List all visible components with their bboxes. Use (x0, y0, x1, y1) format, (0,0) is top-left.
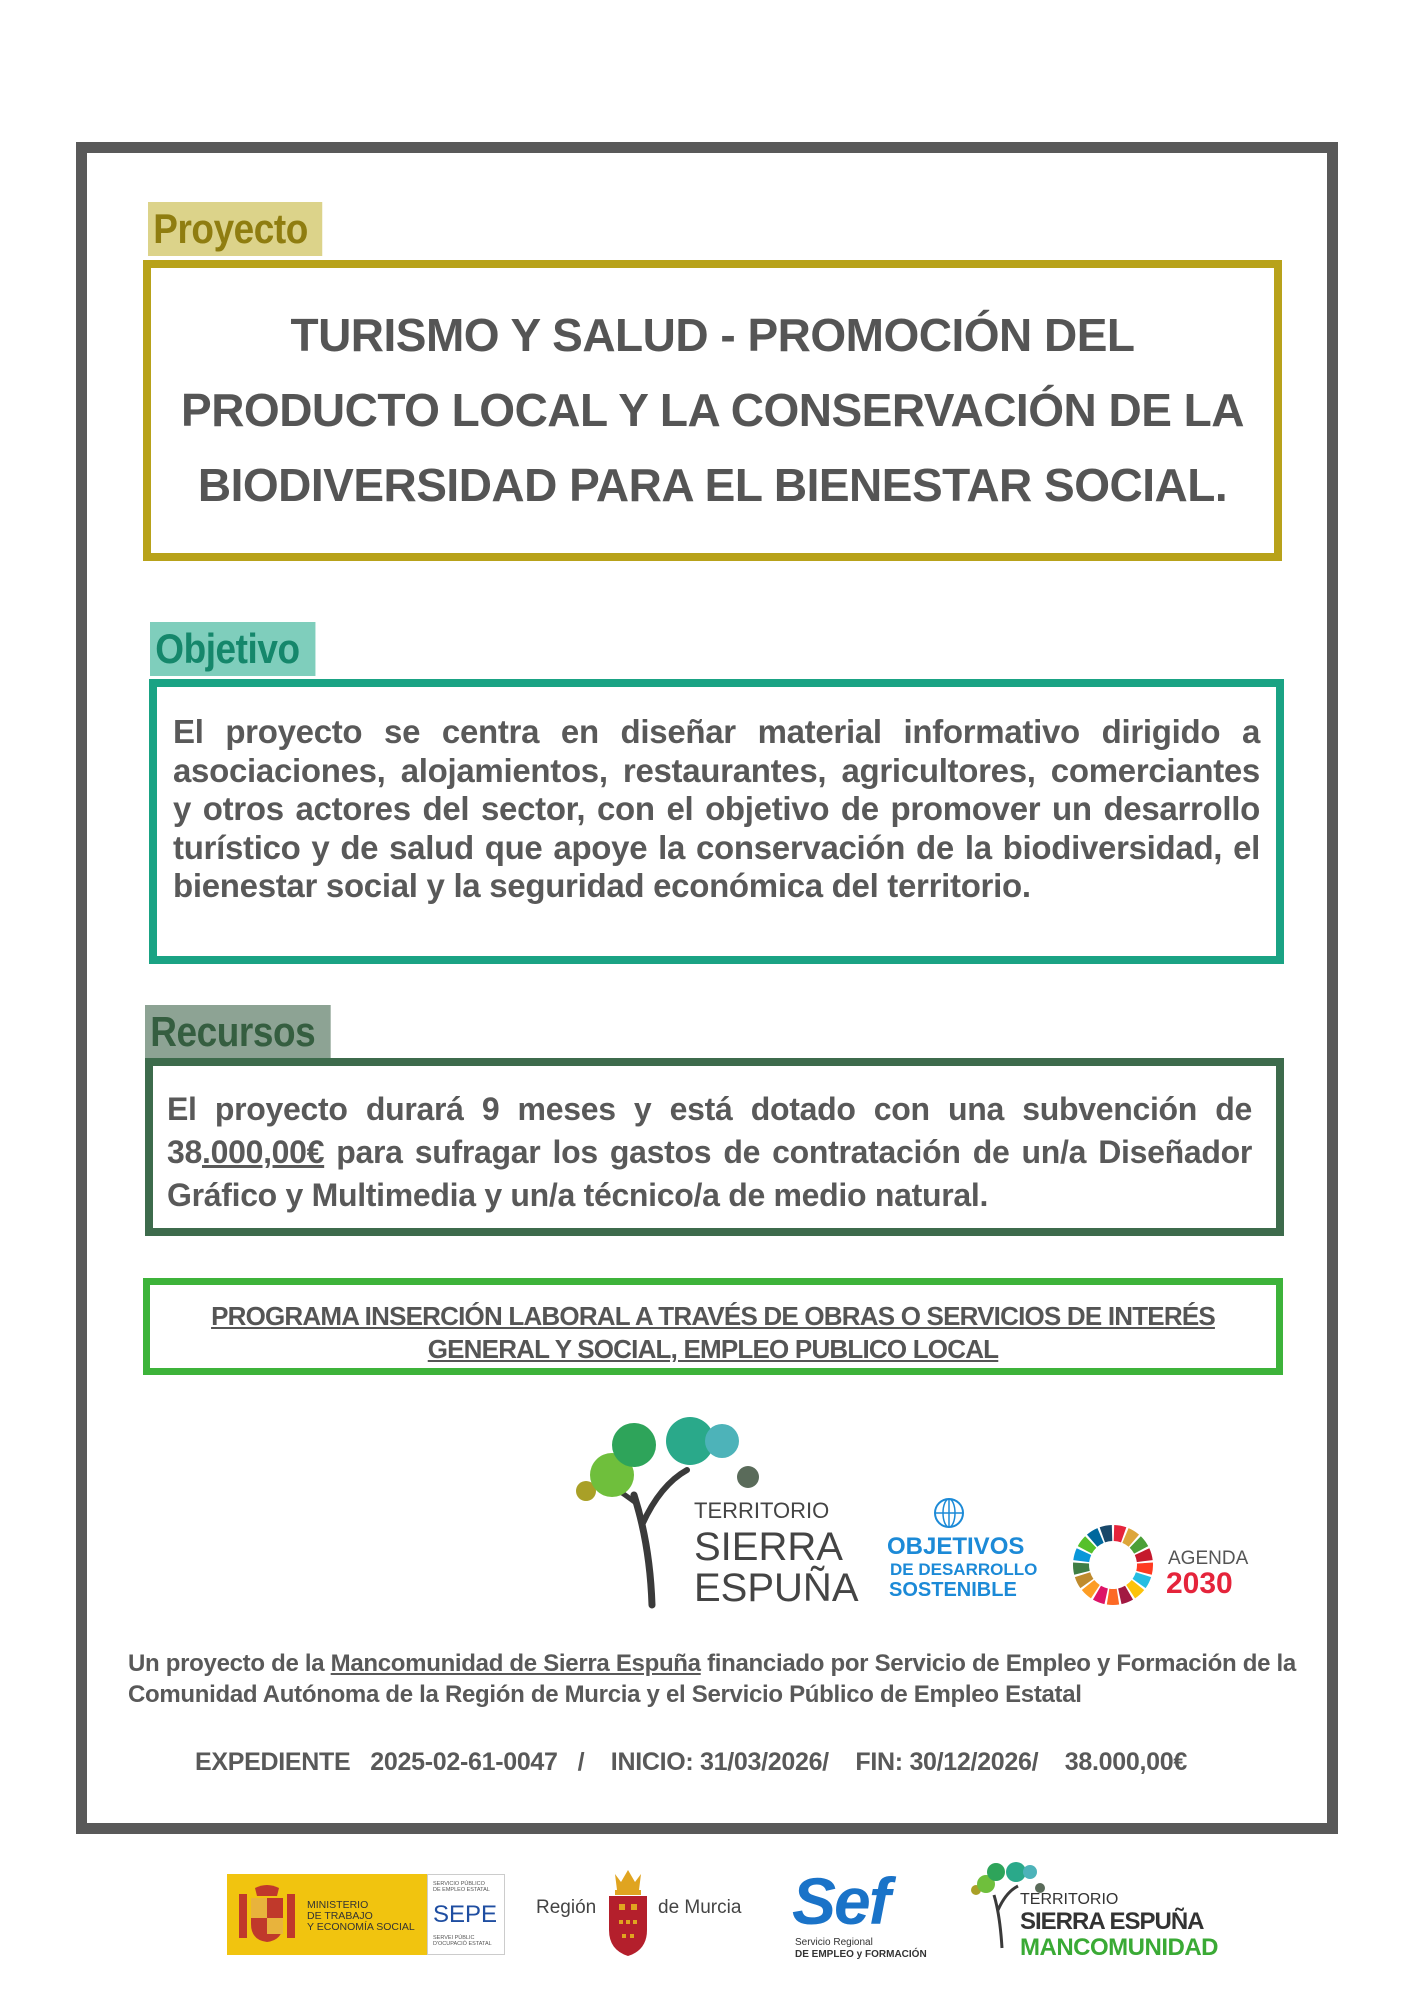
ods-sostenible: SOSTENIBLE (889, 1579, 1017, 1601)
credit-before: Un proyecto de la (128, 1650, 331, 1677)
territorio-label: TERRITORIO (694, 1498, 830, 1523)
objetivo-box (149, 679, 1284, 964)
sepe-small-1: SERVICIO PÚBLICO (433, 1881, 485, 1887)
agenda-label: AGENDA (1168, 1548, 1249, 1569)
sepe-small-4: D'OCUPACIÓ ESTATAL (433, 1941, 492, 1947)
sepe-logo (427, 1874, 505, 1955)
ministerio-line-3: Y ECONOMÍA SOCIAL (307, 1921, 415, 1933)
ods-desarrollo: DE DESARROLLO (890, 1560, 1038, 1579)
credit-text (128, 1648, 1298, 1710)
recursos-text-part-2: para sufragar los gastos de contratación de un/a Diseñador Gráfico y Multimedia y un/a técnico/a de medio natural. (167, 1134, 1252, 1213)
mancomunidad-link[interactable]: Mancomunidad de Sierra Espuña (330, 1650, 701, 1677)
agenda-year: 2030 (1166, 1567, 1233, 1600)
de-murcia-label: de Murcia (658, 1897, 742, 1918)
proyecto-title-box (143, 260, 1282, 561)
ministerio-line-1: MINISTERIO (307, 1899, 369, 1911)
credit-after: financiado por Servicio de Empleo y Formación de la Comunidad Autónoma de la Región de Murcia y el Servicio Público de Empleo Estatal (128, 1650, 1296, 1708)
sepe-small-2: DE EMPLEO ESTATAL (433, 1887, 490, 1893)
region-label: Región (536, 1897, 597, 1918)
sdg-wheel-segment (1073, 1563, 1090, 1575)
sepe-small-3: SERVEI PÚBLIC (433, 1935, 475, 1941)
sef-sub-1: Servicio Regional (795, 1937, 873, 1948)
sdg-wheel-segment (1107, 1589, 1119, 1605)
sdg-wheel-icon (1068, 1520, 1158, 1610)
sdg-wheel-segment (1136, 1563, 1153, 1575)
sierra-label: SIERRA (694, 1525, 843, 1569)
ods-objetivos: OBJETIVOS (887, 1533, 1025, 1560)
recursos-label: Recursos (145, 1005, 331, 1059)
ministerio-line-2: DE TRABAJO (307, 1910, 373, 1922)
murcia-coat-of-arms-icon (603, 1868, 653, 1958)
programa-box (143, 1278, 1283, 1375)
sef-sub-2: DE EMPLEO y FORMACIÓN (795, 1949, 927, 1960)
ministerio-logo (227, 1874, 427, 1955)
project-title-line-2: PRODUCTO LOCAL Y LA CONSERVACIÓN DE LA (181, 384, 1244, 436)
un-emblem-icon (931, 1495, 967, 1531)
espuna-label: ESPUÑA (694, 1566, 859, 1610)
objetivo-text: El proyecto se centra en diseñar material informativo dirigido a asociaciones, alojamientos, restaurantes, agricultores, comerciantes y otros actores del sector, con el objetivo de promover un desarrollo turístico y de salud que apoye la conservación de la biodiversidad, el bienestar social y la seguridad económica del territorio. (173, 713, 1260, 904)
recursos-box (145, 1058, 1284, 1236)
sef-logo: Sef (792, 1864, 889, 1938)
proyecto-label: Proyecto (148, 202, 322, 256)
recursos-text-part-1: El proyecto durará 9 meses y está dotado con una subvención de 38 (167, 1091, 1252, 1170)
objetivo-label: Objetivo (150, 622, 315, 676)
manc-territorio: TERRITORIO (1020, 1891, 1119, 1908)
recursos-text (167, 1088, 1252, 1217)
spain-coat-of-arms-icon (237, 1884, 297, 1946)
expediente-line: EXPEDIENTE 2025-02-61-0047 / INICIO: 31/03/2026/ FIN: 30/12/2026/ 38.000,00€ (195, 1748, 1187, 1776)
recursos-amount: .000,00€ (202, 1134, 325, 1170)
project-title-line-1: TURISMO Y SALUD - PROMOCIÓN DEL (290, 309, 1135, 361)
manc-sierra-espuna: SIERRA ESPUÑA (1020, 1908, 1204, 1935)
manc-mancomunidad: MANCOMUNIDAD (1020, 1934, 1218, 1961)
sepe-text: SEPE (433, 1901, 498, 1928)
programa-text: PROGRAMA INSERCIÓN LABORAL A TRAVÉS DE OBRAS O SERVICIOS DE INTERÉS GENERAL Y SOCIAL, EMPLEO PUBLICO LOCAL (211, 1301, 1215, 1364)
project-title-line-3: BIODIVERSIDAD PARA EL BIENESTAR SOCIAL. (197, 459, 1228, 511)
